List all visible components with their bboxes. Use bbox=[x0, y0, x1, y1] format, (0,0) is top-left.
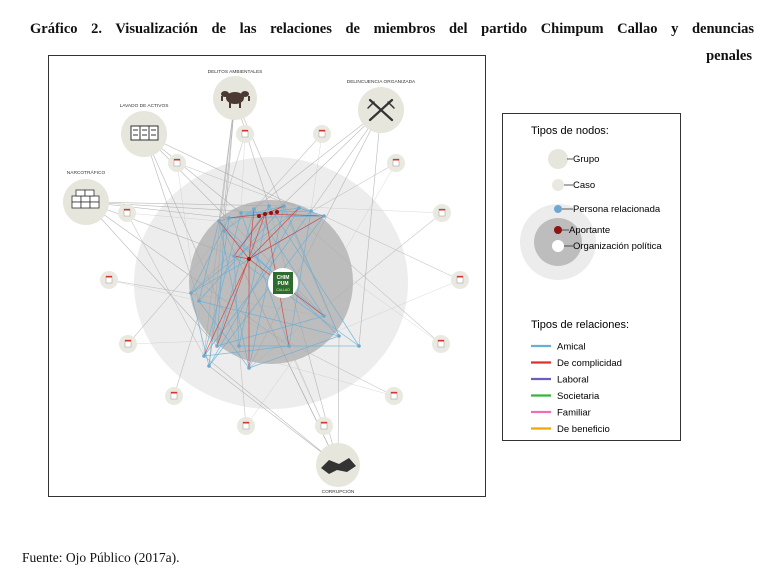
relation-types-title: Tipos de relaciones: bbox=[531, 319, 630, 331]
network-diagram-panel bbox=[48, 55, 486, 497]
group-delincuencia-organizada bbox=[347, 79, 416, 133]
person-node bbox=[252, 207, 256, 211]
person-node bbox=[189, 291, 193, 295]
relation-types-list bbox=[531, 342, 622, 436]
person-node bbox=[247, 366, 251, 370]
contributor-node bbox=[257, 214, 261, 218]
person-node bbox=[217, 219, 221, 223]
group-delitos-ambientales bbox=[208, 69, 263, 120]
legend-relation-4 bbox=[531, 391, 600, 402]
case-node bbox=[387, 154, 405, 172]
person-node bbox=[267, 204, 271, 208]
logo-line-1: CHIM bbox=[276, 275, 290, 281]
case-node bbox=[119, 335, 137, 353]
person-node bbox=[309, 209, 313, 213]
figure-title: Gráfico 2. Visualización de las relaciones de miembros del partido Chimpum Callao y denuncias bbox=[30, 21, 754, 37]
group-label: NARCOTRÁFICO bbox=[66, 171, 106, 176]
svg-text:Amical: Amical bbox=[557, 341, 586, 353]
svg-text:Familiar: Familiar bbox=[557, 407, 591, 419]
svg-text:Organización política: Organización política bbox=[573, 241, 662, 252]
case-node bbox=[432, 335, 450, 353]
person-node bbox=[282, 204, 286, 208]
person-node bbox=[227, 216, 231, 220]
case-node bbox=[168, 154, 186, 172]
svg-text:Societaria: Societaria bbox=[557, 391, 600, 402]
legend-relation-5 bbox=[531, 408, 591, 419]
case-node bbox=[100, 271, 118, 289]
group-label: DELINCUENCIA ORGANIZADA bbox=[346, 80, 416, 85]
source-note: Fuente: Ojo Público (2017a). bbox=[22, 550, 180, 565]
contributor-node bbox=[247, 257, 251, 261]
person-node bbox=[237, 344, 241, 348]
case-node bbox=[165, 387, 183, 405]
svg-text:De beneficio: De beneficio bbox=[557, 424, 610, 435]
group-label: DELITOS AMBIENTALES bbox=[207, 70, 263, 75]
svg-text:Grupo: Grupo bbox=[573, 154, 600, 165]
legend-node-grupo bbox=[548, 149, 599, 169]
contributor-node bbox=[263, 212, 267, 216]
case-node bbox=[315, 417, 333, 435]
case-node bbox=[433, 204, 451, 222]
person-node bbox=[202, 354, 206, 358]
person-node bbox=[297, 206, 301, 210]
legend-relation-6 bbox=[531, 424, 610, 435]
case-node bbox=[385, 387, 403, 405]
contributor-node bbox=[275, 210, 279, 214]
person-node bbox=[207, 364, 211, 368]
group-label: LAVADO DE ACTIVOS bbox=[119, 104, 169, 109]
group-lavado-de-activos bbox=[120, 103, 169, 157]
person-node bbox=[239, 211, 243, 215]
svg-text:Aportante: Aportante bbox=[569, 225, 611, 236]
figure-title-continuation: penales bbox=[706, 48, 752, 64]
person-node bbox=[197, 299, 201, 303]
legend-relation-2 bbox=[531, 358, 622, 369]
person-node bbox=[232, 254, 236, 258]
person-node bbox=[357, 344, 361, 348]
case-node bbox=[236, 125, 254, 143]
svg-text:Persona relacionada: Persona relacionada bbox=[573, 204, 661, 215]
organization-node bbox=[268, 268, 298, 298]
case-node bbox=[118, 204, 136, 222]
person-node bbox=[215, 344, 219, 348]
legend-relation-3 bbox=[531, 375, 589, 386]
legend-panel bbox=[502, 113, 681, 441]
group-corrupcion bbox=[316, 443, 360, 495]
case-node bbox=[451, 271, 469, 289]
svg-text:Laboral: Laboral bbox=[557, 374, 589, 386]
legend-relation-1 bbox=[531, 342, 586, 353]
person-node bbox=[322, 214, 326, 218]
contributor-node bbox=[269, 211, 273, 215]
group-label: CORRUPCIÓN bbox=[321, 490, 355, 495]
person-node bbox=[337, 334, 341, 338]
logo-line-2: PUM bbox=[277, 281, 289, 287]
person-node bbox=[322, 314, 326, 318]
money-stack-icon bbox=[131, 126, 158, 140]
svg-text:Caso: Caso bbox=[573, 180, 596, 191]
svg-text:De complicidad: De complicidad bbox=[557, 358, 622, 369]
node-types-title: Tipos de nodos: bbox=[531, 125, 609, 137]
network-diagram bbox=[49, 56, 485, 496]
person-node bbox=[287, 344, 291, 348]
person-node bbox=[222, 229, 226, 233]
legend bbox=[503, 114, 680, 440]
case-node bbox=[237, 417, 255, 435]
legend-node-caso bbox=[552, 179, 595, 191]
group-narcotrafico bbox=[63, 169, 109, 225]
case-node bbox=[313, 125, 331, 143]
logo-line-3: CALLAO bbox=[276, 288, 290, 292]
